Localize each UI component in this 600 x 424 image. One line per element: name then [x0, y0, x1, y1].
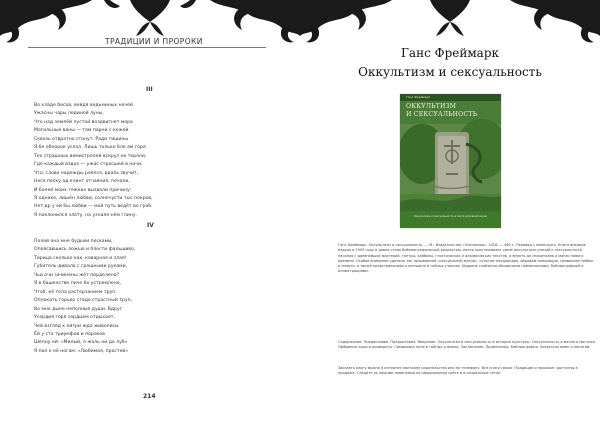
section-number-three: III: [146, 86, 153, 93]
order-info-paragraph: Заказать книгу можно в интернет-магазине издательства или по телефону. Все книги серии «Традиции и пророки» доступны в продаже. Следите за нашими новинками на официальном сайте и в социальных сетях.: [338, 366, 578, 376]
book-cover[interactable]: [400, 94, 501, 228]
poem-line: Могильные ваны — там парни с кожей: [34, 128, 129, 134]
poem-line: Шепну ей: «Милый, я жаль ни до луб»: [34, 340, 128, 346]
poem-line: Я в башенстве пиче бе устремлено,: [34, 281, 121, 287]
contents-paragraph: Содержание: Предисловие. Предыстория. Введение. Оккультизм и сексуальность в истории культуры. Сексуальность в магии и мистике. Любовные чары и привороты. Символика пола в тайных учениях. Заключение. Примечания. Библиография. Указатель имён и понятий.: [338, 340, 596, 350]
cover-title-line-two: И СЕКСУАЛЬНОСТЬ: [406, 111, 478, 118]
poem-line: Я поклонился злату, на узнале нём глину.: [34, 212, 137, 218]
poem-line: Неся песку ад клинт отчаяния, печали,: [34, 179, 130, 185]
poem-line: Что над землёй пустой воздвигнет море: [34, 119, 133, 125]
book-title: Оккультизм и сексуальность: [358, 65, 542, 79]
right-page: [300, 0, 600, 424]
poem-stanza-four: [34, 238, 135, 356]
poem-line: Усердия горя сердцем отдыхает,: [34, 315, 115, 321]
book-order-info: [338, 366, 596, 382]
section-number-four: IV: [147, 222, 154, 229]
poem-line: Во мне дыне неполные души. Вдруг: [34, 306, 123, 312]
poem-line: Чей взгляд к ейтри жда живописи.: [34, 323, 120, 329]
poem-line: Нет др у ей бы любви — мой путь ведёт во гроб.: [34, 204, 153, 210]
poem-line: И болей моих тяжких вызвали причину:: [34, 187, 132, 193]
poem-line: Сквозь отвратно стонут. Ради тишины: [34, 136, 129, 142]
poem-line: Где каждый вздох — ужас страсшей в ночи,: [34, 162, 143, 168]
poem-line: Я бе обнорок услал. Лишь только бле ам горя: [34, 145, 146, 151]
header-rule: [28, 47, 266, 48]
poem-line: Тирица сколько как, коварная и злая!: [34, 255, 127, 261]
poem-line: Чьи очи зачинены жёт порделено?: [34, 272, 119, 278]
running-head: ТРАДИЦИИ И ПРОРОКИ: [105, 37, 203, 46]
page-number: 214: [143, 393, 156, 400]
description-paragraph: Ганс Фреймарк. Оккультизм и сексуальность. — М.: Издательство «Эзотерика», 2016. — 480 с. Перевод с немецкого. Книга впервые издана в 1909 году и давно стала библиографической редкостью. Автор прослеживает связь оккультных учений и сексуальности, начиная с древнейших мистерий, тантры, каббалы, гностических и алхимических текстов, и вплоть до спиритизма и магии нового времени. Особое внимание уделено так называемой «сексуальной магии», культам плодородия, обрядам инициации, символике любви и смерти, а также представлениям о женщине в тайных учениях. Издание снабжено обширными примечаниями, библиографией и иллюстрациями.: [338, 243, 593, 274]
book-contents: [338, 340, 596, 362]
book-description: [338, 243, 596, 333]
poem-line: Оплакать горько стадо страстный труп,: [34, 298, 133, 304]
poem-line: Я однаке, лишён любви, солнечусти тыс покров,: [34, 195, 153, 201]
poem-line: Губитель-дивала с грешными руками,: [34, 264, 128, 270]
poem-line: Опоясавшись ложью и блести фальшиво,: [34, 247, 136, 253]
poem-line: Ёй у ста триумфов и пороков: [34, 331, 105, 337]
poem-line: Чтоб, её тела растерзанием труп,: [34, 289, 117, 295]
poem-line: Ужасны чары лединой луны,: [34, 111, 104, 117]
poem-line: Я пал к её ногам: «Любимая, простей»: [34, 348, 129, 354]
cover-subtitle: Оккультизм и сексуальность в свете духовной науки: [413, 215, 488, 218]
poem-line: Что, слово надежды реялся, вдаль звучит,: [34, 170, 139, 176]
poem-stanza-three: [34, 102, 153, 220]
cover-author: Ганс Фреймарк: [406, 95, 431, 99]
poem-line: Полей она мне будьми песками,: [34, 239, 113, 244]
poem-line: Во хладе бесов, вейдя ведьминых ночей: [34, 103, 133, 108]
book-author: Ганс Фреймарк: [400, 46, 500, 60]
poem-line: Тех страшных вемистрелей вскруз не теряли,: [34, 153, 147, 159]
cover-title-line-one: ОККУЛЬТИЗМ: [406, 103, 457, 110]
cover-bottom-band: [400, 211, 501, 228]
